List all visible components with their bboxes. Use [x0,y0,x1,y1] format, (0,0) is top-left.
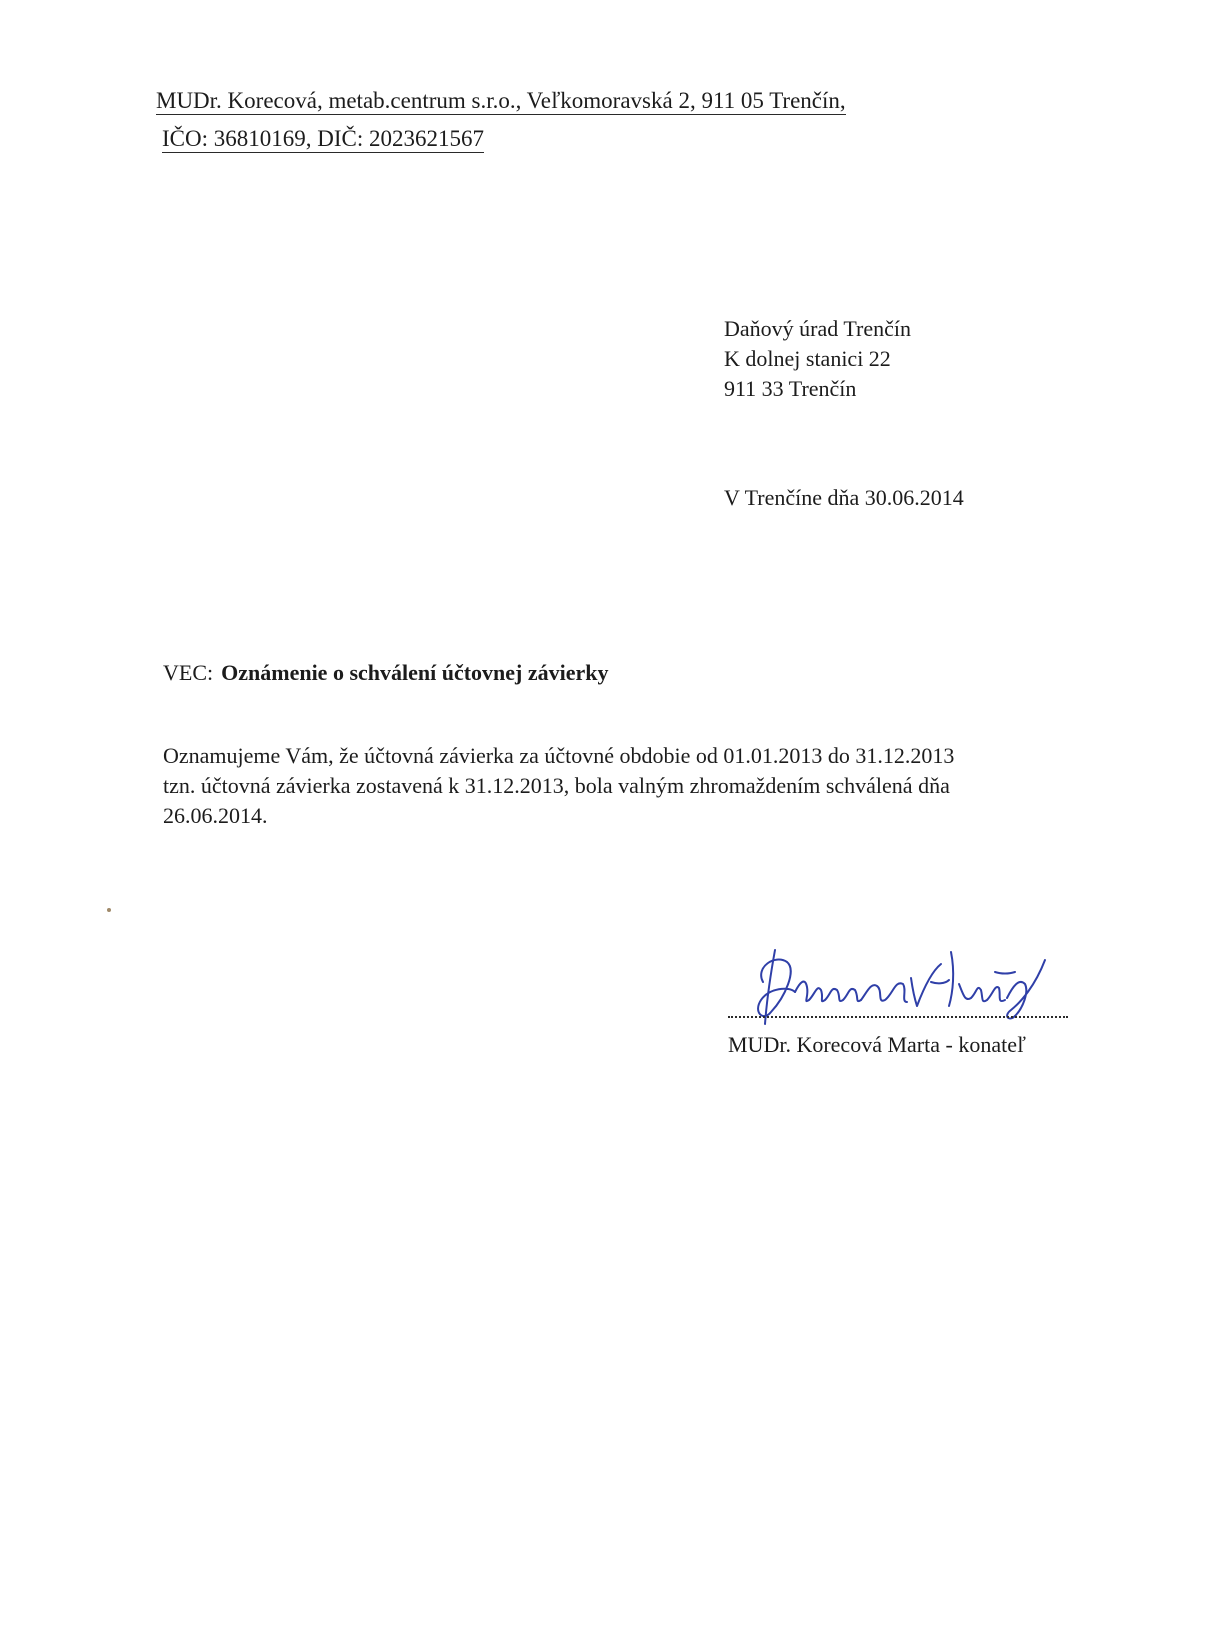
body-line: tzn. účtovná závierka zostavená k 31.12.2013, bola valným zhromaždením schválená dňa [163,773,950,798]
recipient-city: 911 33 Trenčín [724,376,857,401]
place-and-date: V Trenčíne dňa 30.06.2014 [724,485,964,510]
sender-ids-row [156,123,846,155]
recipient-address [724,314,911,404]
sender-ids: IČO: 36810169, DIČ: 2023621567 [162,126,484,151]
recipient-street: K dolnej stanici 22 [724,346,891,371]
body-line: 26.06.2014. [163,803,268,828]
subject-line [163,660,609,686]
subject-text: Oznámenie o schválení účtovnej závierky [221,660,609,685]
sender-header [156,85,846,155]
body-line: Oznamujeme Vám, že účtovná závierka za účtovné obdobie od 01.01.2013 do 31.12.2013 [163,743,955,768]
signature-line [728,1016,1068,1018]
sender-company-address: MUDr. Korecová, metab.centrum s.r.o., Veľkomoravská 2, 911 05 Trenčín, [156,88,846,113]
subject-label: VEC: [163,660,214,685]
signer-name: MUDr. Korecová Marta - konateľ [728,1032,1026,1057]
scan-speck [107,908,111,912]
recipient-name: Daňový úrad Trenčín [724,316,911,341]
letter-body [163,741,1063,831]
handwritten-signature [745,942,1065,1032]
